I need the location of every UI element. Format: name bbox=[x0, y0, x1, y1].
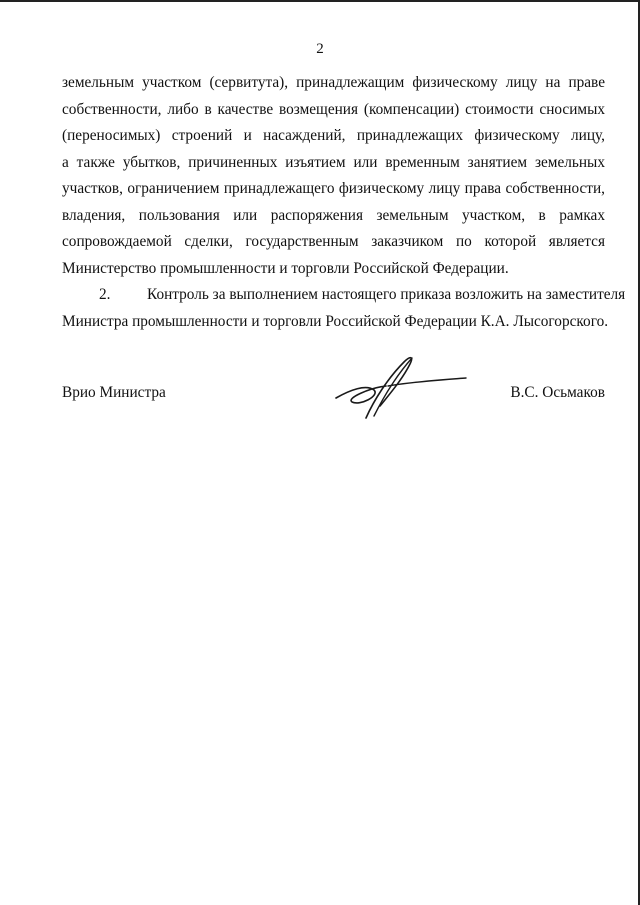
paragraph-1-line: Министерство промышленности и торговли Российской Федерации. bbox=[62, 259, 509, 277]
item-2-number: 2. bbox=[99, 286, 111, 303]
document-body bbox=[62, 70, 626, 335]
paragraph-1-line: собственности, либо в качестве возмещения (компенсации) стоимости сносимых bbox=[62, 100, 605, 118]
signatory-role: Врио Министра bbox=[62, 384, 166, 401]
item-2-second-line: Министра промышленности и торговли Российской Федерации К.А. Лысогорского. bbox=[62, 312, 609, 330]
paragraph-1-line: участков, ограничением принадлежащего физическому лицу права собственности, bbox=[62, 180, 605, 197]
paragraph-1-line: владения, пользования или распоряжения земельным участком, в рамках bbox=[62, 206, 605, 224]
paragraph-1-line: земельным участком (сервитута), принадлежащим физическому лицу на праве bbox=[62, 74, 605, 91]
item-2-text: Контроль за выполнением настоящего приказа возложить на заместителя bbox=[147, 286, 626, 303]
page-number: 2 bbox=[316, 41, 324, 57]
paragraph-1-line: сопровождаемой сделки, государственным заказчиком по которой является bbox=[62, 233, 605, 250]
item-2-first-line bbox=[62, 282, 626, 309]
paragraph-1-line: (переносимых) строений и насаждений, принадлежащих физическому лицу, bbox=[62, 127, 605, 144]
signature-row bbox=[62, 384, 605, 408]
paragraph-1-line: а также убытков, причиненных изъятием или временным занятием земельных bbox=[62, 153, 605, 171]
signatory-name: В.С. Осьмаков bbox=[510, 384, 605, 401]
page-edge-top bbox=[0, 0, 640, 2]
